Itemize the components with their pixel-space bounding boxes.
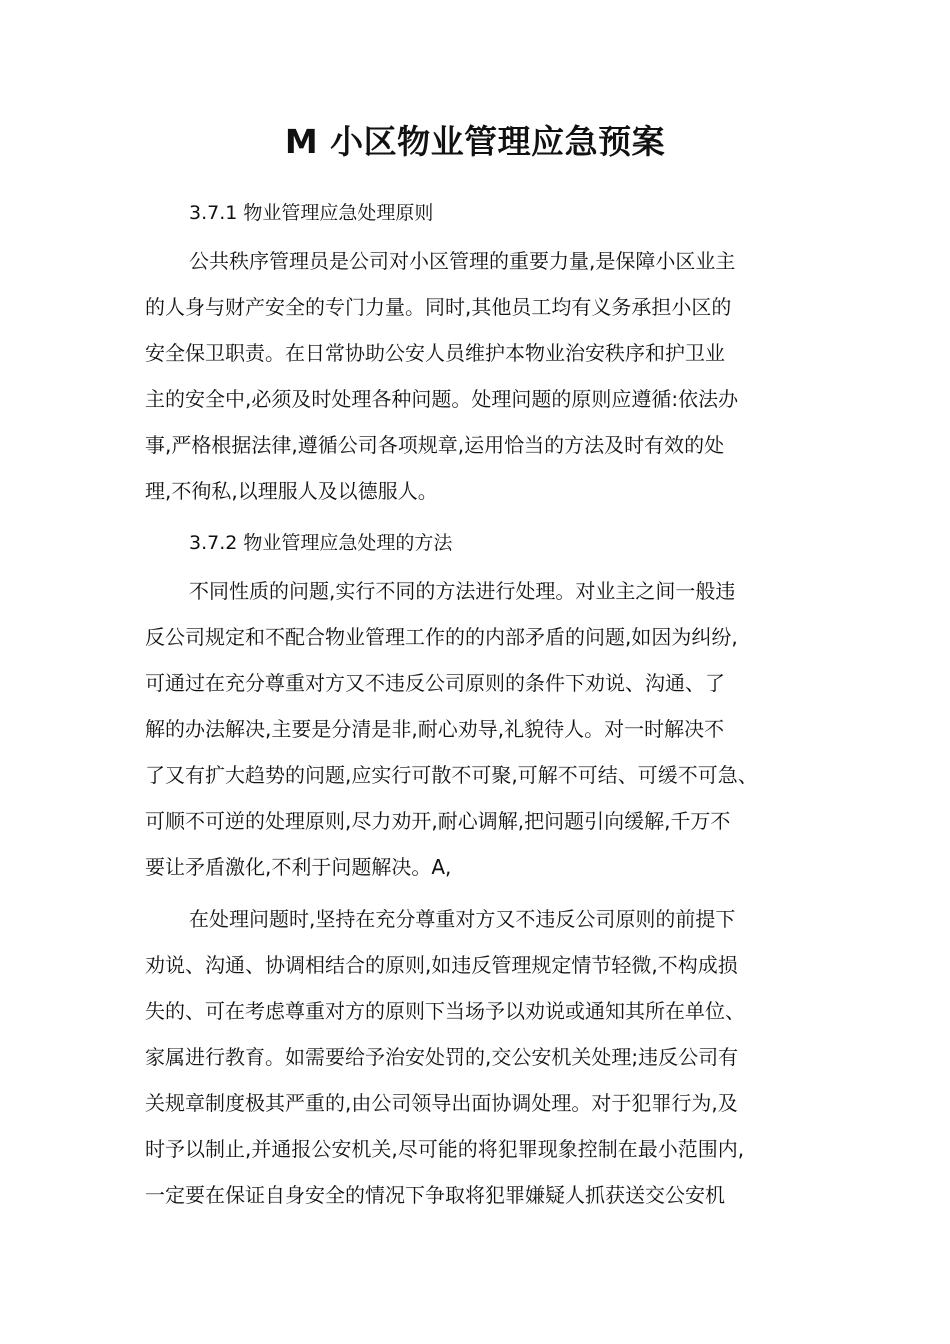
paragraph-line: 了又有扩大趋势的问题,应实行可散不可聚,可解不可结、可缓不可急、 — [145, 763, 758, 787]
paragraph-methods — [145, 568, 817, 890]
paragraph-handling — [145, 896, 817, 1218]
paragraph-line: 不同性质的问题,实行不同的方法进行处理。对业主之间一般违 — [189, 579, 736, 603]
section-heading-1: 3.7.1 物业管理应急处理原则 — [189, 202, 434, 224]
section-heading-2: 3.7.2 物业管理应急处理的方法 — [189, 532, 453, 554]
paragraph-line: 失的、可在考虑尊重对方的原则下当场予以劝说或通知其所在单位、 — [145, 999, 745, 1023]
paragraph-line: 可顺不可逆的处理原则,尽力劝开,耐心调解,把问题引向缓解,千万不 — [145, 809, 731, 833]
paragraph-line: 安全保卫职责。在日常协助公安人员维护本物业治安秩序和护卫业 — [145, 341, 725, 365]
paragraph-principles — [145, 238, 817, 514]
paragraph-line: 解的办法解决,主要是分清是非,耐心劝导,礼貌待人。对一时解决不 — [145, 717, 725, 741]
paragraph-line: 反公司规定和不配合物业管理工作的的内部矛盾的问题,如因为纠纷, — [145, 625, 738, 649]
paragraph-line: 关规章制度极其严重的,由公司领导出面协调处理。对于犯罪行为,及 — [145, 1091, 738, 1115]
paragraph-line: 一定要在保证自身安全的情况下争取将犯罪嫌疑人抓获送交公安机 — [145, 1183, 725, 1207]
paragraph-line: 要让矛盾激化,不利于问题解决。A, — [145, 855, 452, 879]
paragraph-line: 在处理问题时,坚持在充分尊重对方又不违反公司原则的前提下 — [189, 907, 736, 931]
document-title: M 小区物业管理应急预案 — [284, 122, 666, 161]
paragraph-line: 劝说、沟通、协调相结合的原则,如违反管理规定情节轻微,不构成损 — [145, 953, 738, 977]
paragraph-line: 可通过在充分尊重对方又不违反公司原则的条件下劝说、沟通、了 — [145, 671, 725, 695]
paragraph-line: 家属进行教育。如需要给予治安处罚的,交公安机关处理;违反公司有 — [145, 1045, 739, 1069]
paragraph-line: 公共秩序管理员是公司对小区管理的重要力量,是保障小区业主 — [189, 249, 736, 273]
paragraph-line: 时予以制止,并通报公安机关,尽可能的将犯罪现象控制在最小范围内, — [145, 1137, 745, 1161]
paragraph-line: 的人身与财产安全的专门力量。同时,其他员工均有义务承担小区的 — [145, 295, 732, 319]
paragraph-line: 主的安全中,必须及时处理各种问题。处理问题的原则应遵循:依法办 — [145, 387, 739, 411]
paragraph-line: 理,不徇私,以理服人及以德服人。 — [145, 479, 438, 503]
paragraph-line: 事,严格根据法律,遵循公司各项规章,运用恰当的方法及时有效的处 — [145, 433, 725, 457]
